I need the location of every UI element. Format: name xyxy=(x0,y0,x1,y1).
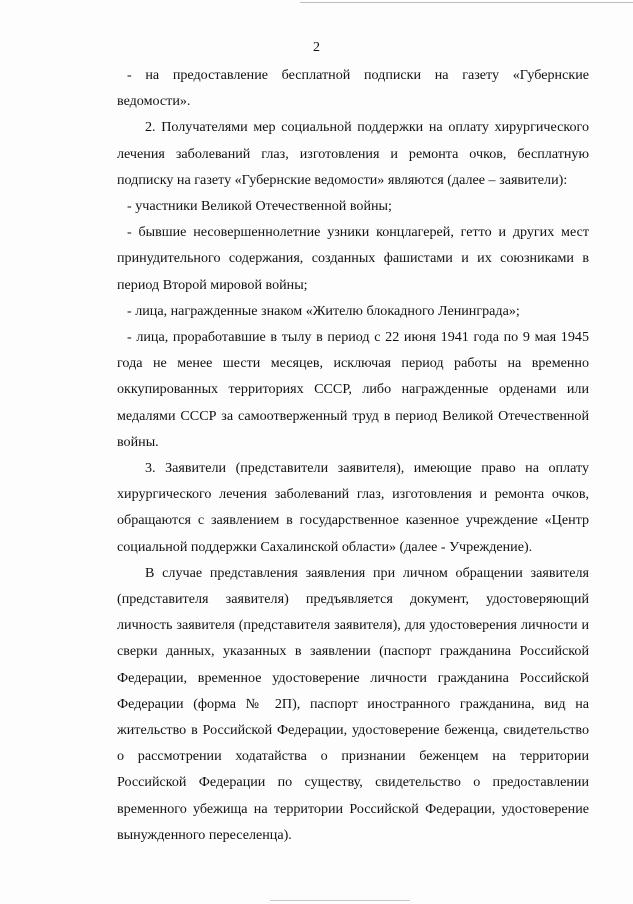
paragraph-recipients: 2. Получателями мер социальной поддержки на оплату хирургического лечения заболеваний глаз, изготовления и ремонта очков, бесплатную подписку на газету «Губернские ведомости» являются (далее – заявители): xyxy=(117,119,589,188)
paragraph-leningrad-badge: - лица, награжденные знаком «Жителю блокадного Ленинграда»; xyxy=(127,302,520,319)
paragraph-former-prisoners: - бывшие несовершеннолетние узники концлагерей, гетто и других мест принудительного содержания, созданных фашистами и их союзниками в период Второй мировой войны; xyxy=(117,224,589,293)
paragraph-home-front-workers: - лица, проработавшие в тылу в период с 22 июня 1941 года по 9 мая 1945 года не менее шести месяцев, исключая период работы на временно оккупированных территориях СССР, либо награжденные орденами или медалями СССР за самоотверженный труд в период Великой Отечественной войны. xyxy=(117,329,589,450)
scan-artifact-line xyxy=(300,2,633,3)
page-number: 2 xyxy=(313,40,320,55)
paragraph-subscription: - на предоставление бесплатной подписки на газету «Губернские ведомости». xyxy=(117,67,589,110)
paragraph-identity-documents: В случае представления заявления при личном обращении заявителя (представителя заявителя) предъявляется документ, удостоверяющий личность заявителя (представителя заявителя), для удостоверения личности и сверки данных, указанных в заявлении (паспорт гражданина Российской Федерации, временное удостоверение личности гражданина Российской Федерации (форма № 2П), паспорт иностранного гражданина, вид на жительство в Российской Федерации, удостоверение беженца, свидетельство о рассмотрении ходатайства о признании беженцем на территории Российской Федерации по существу, свидетельство о предоставлении временного убежища на территории Российской Федерации, удостоверение вынужденного переселенца). xyxy=(117,564,589,843)
scan-artifact-line-bottom xyxy=(270,900,410,901)
paragraph-war-participants: - участники Великой Отечественной войны; xyxy=(127,198,392,215)
paragraph-applicants: 3. Заявители (представители заявителя), имеющие право на оплату хирургического лечения заболеваний глаз, изготовления и ремонта очков, обращаются с заявлением в государственное казенное учреждение «Центр социальной поддержки Сахалинской области» (далее - Учреждение). xyxy=(117,460,589,555)
document-body xyxy=(117,62,589,848)
